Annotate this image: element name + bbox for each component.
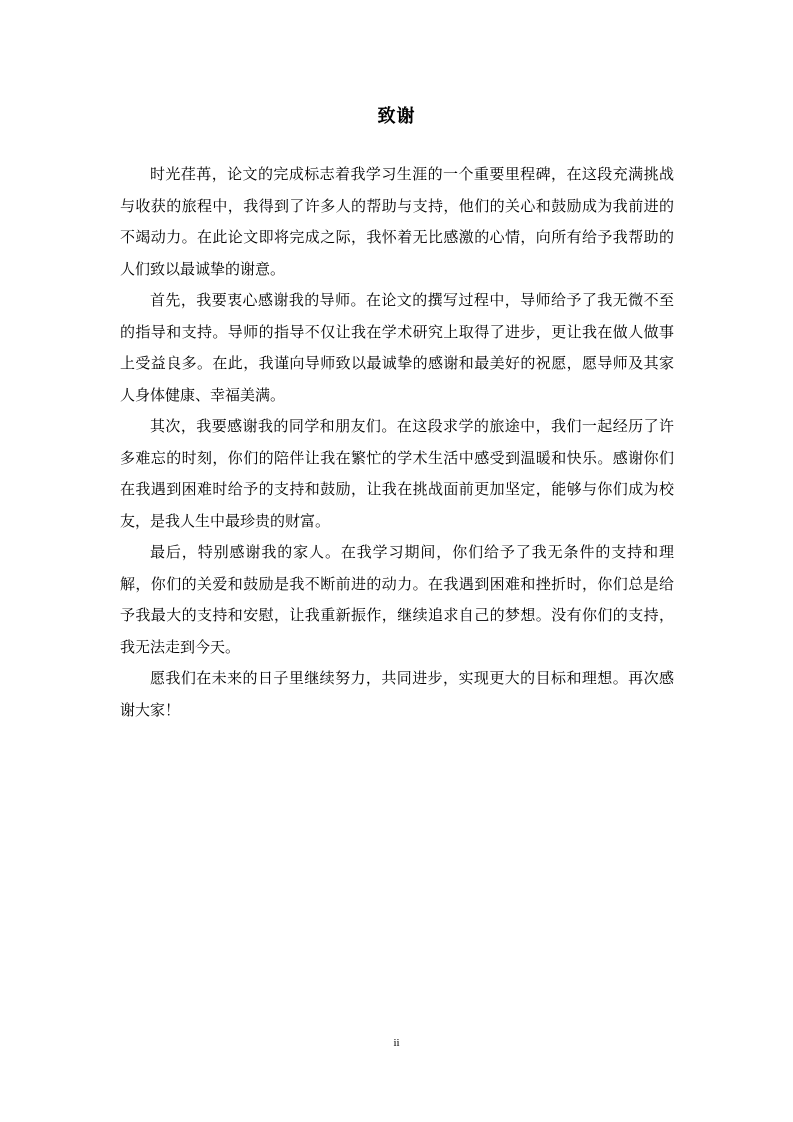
page-number: ii	[393, 1037, 400, 1049]
paragraph-1: 时光荏苒，论文的完成标志着我学习生涯的一个重要里程碑，在这段充满挑战与收获的旅程中，我得到了许多人的帮助与支持，他们的关心和鼓励成为我前进的不竭动力。在此论文即将完成之际，我怀着无比感激的心情，向所有给予我帮助的人们致以最诚挚的谢意。	[120, 165, 674, 278]
paragraph-4: 最后，特别感谢我的家人。在我学习期间，你们给予了我无条件的支持和理解，你们的关爱和鼓励是我不断前进的动力。在我遇到困难和挫折时，你们总是给予我最大的支持和安慰，让我重新振作，继续追求自己的梦想。没有你们的支持，我无法走到今天。	[120, 543, 674, 656]
paragraph-2: 首先，我要衷心感谢我的导师。在论文的撰写过程中，导师给予了我无微不至的指导和支持。导师的指导不仅让我在学术研究上取得了进步，更让我在做人做事上受益良多。在此，我谨向导师致以最诚挚的感谢和最美好的祝愿，愿导师及其家人身体健康、幸福美满。	[120, 291, 674, 404]
paragraph-3: 其次，我要感谢我的同学和朋友们。在这段求学的旅途中，我们一起经历了许多难忘的时刻，你们的陪伴让我在繁忙的学术生活中感受到温暖和快乐。感谢你们在我遇到困难时给予的支持和鼓励，让我在挑战面前更加坚定，能够与你们成为校友，是我人生中最珍贵的财富。	[120, 417, 674, 530]
paragraph-5: 愿我们在未来的日子里继续努力，共同进步，实现更大的目标和理想。再次感谢大家！	[120, 669, 674, 719]
acknowledgement-body	[120, 159, 674, 726]
page-title: 致谢	[377, 106, 416, 127]
